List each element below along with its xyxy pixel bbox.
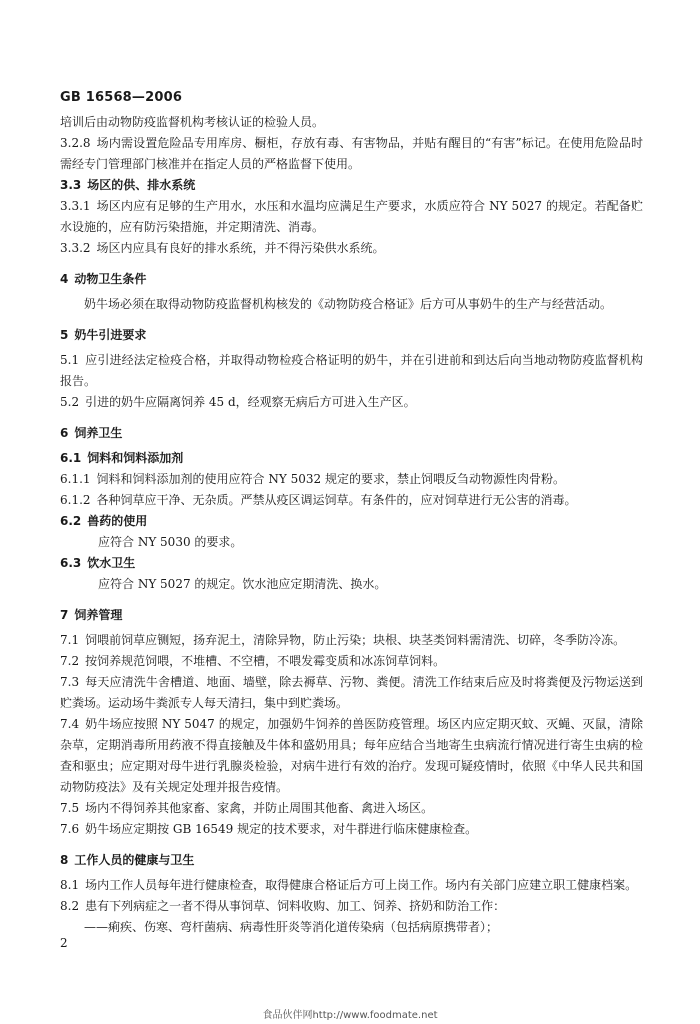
chapter-number: 8 — [60, 853, 69, 867]
clause-number: 3.3.1 — [60, 199, 91, 213]
section-title: 场区的供、排水系统 — [87, 178, 196, 192]
section-heading-6-1 — [60, 448, 643, 469]
clause-number: 8.2 — [60, 899, 80, 913]
clause-text: 场内不得饲养其他家畜、家禽，并防止周围其他畜、禽进入场区。 — [85, 801, 434, 815]
clause-7-2 — [60, 651, 643, 672]
clause-number: 3.3.2 — [60, 241, 91, 255]
chapter-title: 饲养卫生 — [74, 426, 123, 440]
clause-number: 6.1.1 — [60, 472, 91, 486]
clause-7-3 — [60, 672, 643, 714]
clause-text: 按饲养规范饲喂，不堆槽、不空槽，不喂发霉变质和冰冻饲草饲料。 — [85, 654, 446, 668]
chapter-number: 4 — [60, 272, 69, 286]
clause-6-1-2 — [60, 490, 643, 511]
clause-text: 饲料和饲料添加剂的使用应符合 NY 5032 规定的要求，禁止饲喂反刍动物源性肉骨粉。 — [96, 472, 565, 486]
section-number: 6.1 — [60, 451, 82, 465]
clause-3-3-2 — [60, 238, 643, 259]
clause-number: 3.2.8 — [60, 136, 91, 150]
clause-number: 7.1 — [60, 633, 80, 647]
clause-7-1 — [60, 630, 643, 651]
clause-number: 6.1.2 — [60, 493, 91, 507]
clause-3-2-8 — [60, 133, 643, 175]
clause-6-1-1 — [60, 469, 643, 490]
chapter-title: 动物卫生条件 — [74, 272, 147, 286]
clause-text: 奶牛场应定期按 GB 16549 规定的技术要求，对牛群进行临床健康检查。 — [85, 822, 478, 836]
clause-5-1 — [60, 350, 643, 392]
watermark-text: 食品伙伴网http://www.foodmate.net — [262, 1010, 438, 1021]
clause-6-3-text: 应符合 NY 5027 的规定。饮水池应定期清洗、换水。 — [98, 577, 387, 591]
section-heading-6-3 — [60, 553, 643, 574]
chapter-number: 5 — [60, 328, 69, 342]
clause-text: 引进的奶牛应隔离饲养 45 d，经观察无病后方可进入生产区。 — [85, 395, 416, 409]
paragraph-4: 奶牛场必须在取得动物防疫监督机构核发的《动物防疫合格证》后方可从事奶牛的生产与经营活动。 — [84, 297, 613, 311]
chapter-heading-5 — [60, 325, 643, 346]
chapter-heading-8 — [60, 850, 643, 871]
section-title: 兽药的使用 — [87, 514, 148, 528]
chapter-heading-4 — [60, 269, 643, 290]
clause-text: 患有下列病症之一者不得从事饲草、饲料收购、加工、饲养、挤奶和防治工作： — [85, 899, 506, 913]
section-number: 3.3 — [60, 178, 82, 192]
section-title: 饲料和饲料添加剂 — [87, 451, 184, 465]
clause-number: 7.4 — [60, 717, 80, 731]
clause-5-2 — [60, 392, 643, 413]
clause-number: 7.6 — [60, 822, 80, 836]
section-number: 6.3 — [60, 556, 82, 570]
section-number: 6.2 — [60, 514, 82, 528]
clause-7-5 — [60, 798, 643, 819]
chapter-title: 工作人员的健康与卫生 — [74, 853, 195, 867]
standard-code: GB 16568—2006 — [60, 90, 183, 105]
paragraph-continuation: 培训后由动物防疫监督机构考核认证的检验人员。 — [60, 115, 325, 129]
clause-7-4 — [60, 714, 643, 798]
clause-number: 8.1 — [60, 878, 80, 892]
document-body — [60, 112, 643, 938]
clause-text: 场内工作人员每年进行健康检查，取得健康合格证后方可上岗工作。场内有关部门应建立职工健康档案。 — [85, 878, 638, 892]
clause-7-6 — [60, 819, 643, 840]
chapter-title: 饲养管理 — [74, 608, 123, 622]
clause-number: 5.2 — [60, 395, 80, 409]
chapter-number: 7 — [60, 608, 69, 622]
chapter-heading-6 — [60, 423, 643, 444]
clause-text: 奶牛场应按照 NY 5047 的规定，加强奶牛饲养的兽医防疫管理。场区内应定期灭蚊、灭蝇、灭鼠，清除杂草，定期消毒所用药液不得直接触及牛体和盛奶用具；每年应结合当地寄生虫病流行情况进行寄生虫病的检查和驱虫；应定期对母牛进行乳腺炎检验，对病牛进行有效的治疗。发现可疑疫情时，依照《中华人民共和国动物防疫法》及有关规定处理并报告疫情。 — [60, 717, 643, 794]
clause-text: 饲喂前饲草应铡短，扬弃泥土，清除异物，防止污染；块根、块茎类饲料需清洗、切碎，冬季防冷冻。 — [85, 633, 626, 647]
chapter-number: 6 — [60, 426, 69, 440]
clause-text: 场区内应有足够的生产用水，水压和水温均应满足生产要求，水质应符合 NY 5027 的规定。若配备贮水设施的，应有防污染措施，并定期清洗、消毒。 — [60, 199, 643, 234]
page-number: 2 — [60, 936, 68, 950]
chapter-title: 奶牛引进要求 — [74, 328, 147, 342]
section-heading-3-3 — [60, 175, 643, 196]
clause-8-1 — [60, 875, 643, 896]
clause-number: 5.1 — [60, 353, 80, 367]
clause-text: 每天应清洗牛舍槽道、地面、墙壁，除去褥草、污物、粪便。清洗工作结束后应及时将粪便及污物运送到贮粪场。运动场牛粪派专人每天清扫，集中到贮粪场。 — [60, 675, 643, 710]
clause-text: 应引进经法定检疫合格，并取得动物检疫合格证明的奶牛，并在引进前和到达后向当地动物防疫监督机构报告。 — [60, 353, 643, 388]
clause-number: 7.3 — [60, 675, 80, 689]
section-heading-6-2 — [60, 511, 643, 532]
chapter-heading-7 — [60, 605, 643, 626]
clause-6-2-text: 应符合 NY 5030 的要求。 — [98, 535, 243, 549]
clause-3-3-1 — [60, 196, 643, 238]
clause-8-2 — [60, 896, 643, 917]
list-item: ——痢疾、伤寒、弯杆菌病、病毒性肝炎等消化道传染病（包括病原携带者）； — [84, 920, 499, 934]
clause-number: 7.2 — [60, 654, 80, 668]
clause-number: 7.5 — [60, 801, 80, 815]
section-title: 饮水卫生 — [87, 556, 136, 570]
clause-text: 各种饲草应干净、无杂质。严禁从疫区调运饲草。有条件的，应对饲草进行无公害的消毒。 — [96, 493, 577, 507]
clause-text: 场区内应具有良好的排水系统，并不得污染供水系统。 — [96, 241, 385, 255]
clause-text: 场内需设置危险品专用库房、橱柜，存放有毒、有害物品，并贴有醒目的“有害”标记。在使用危险品时需经专门管理部门核准并在指定人员的严格监督下使用。 — [60, 136, 643, 171]
